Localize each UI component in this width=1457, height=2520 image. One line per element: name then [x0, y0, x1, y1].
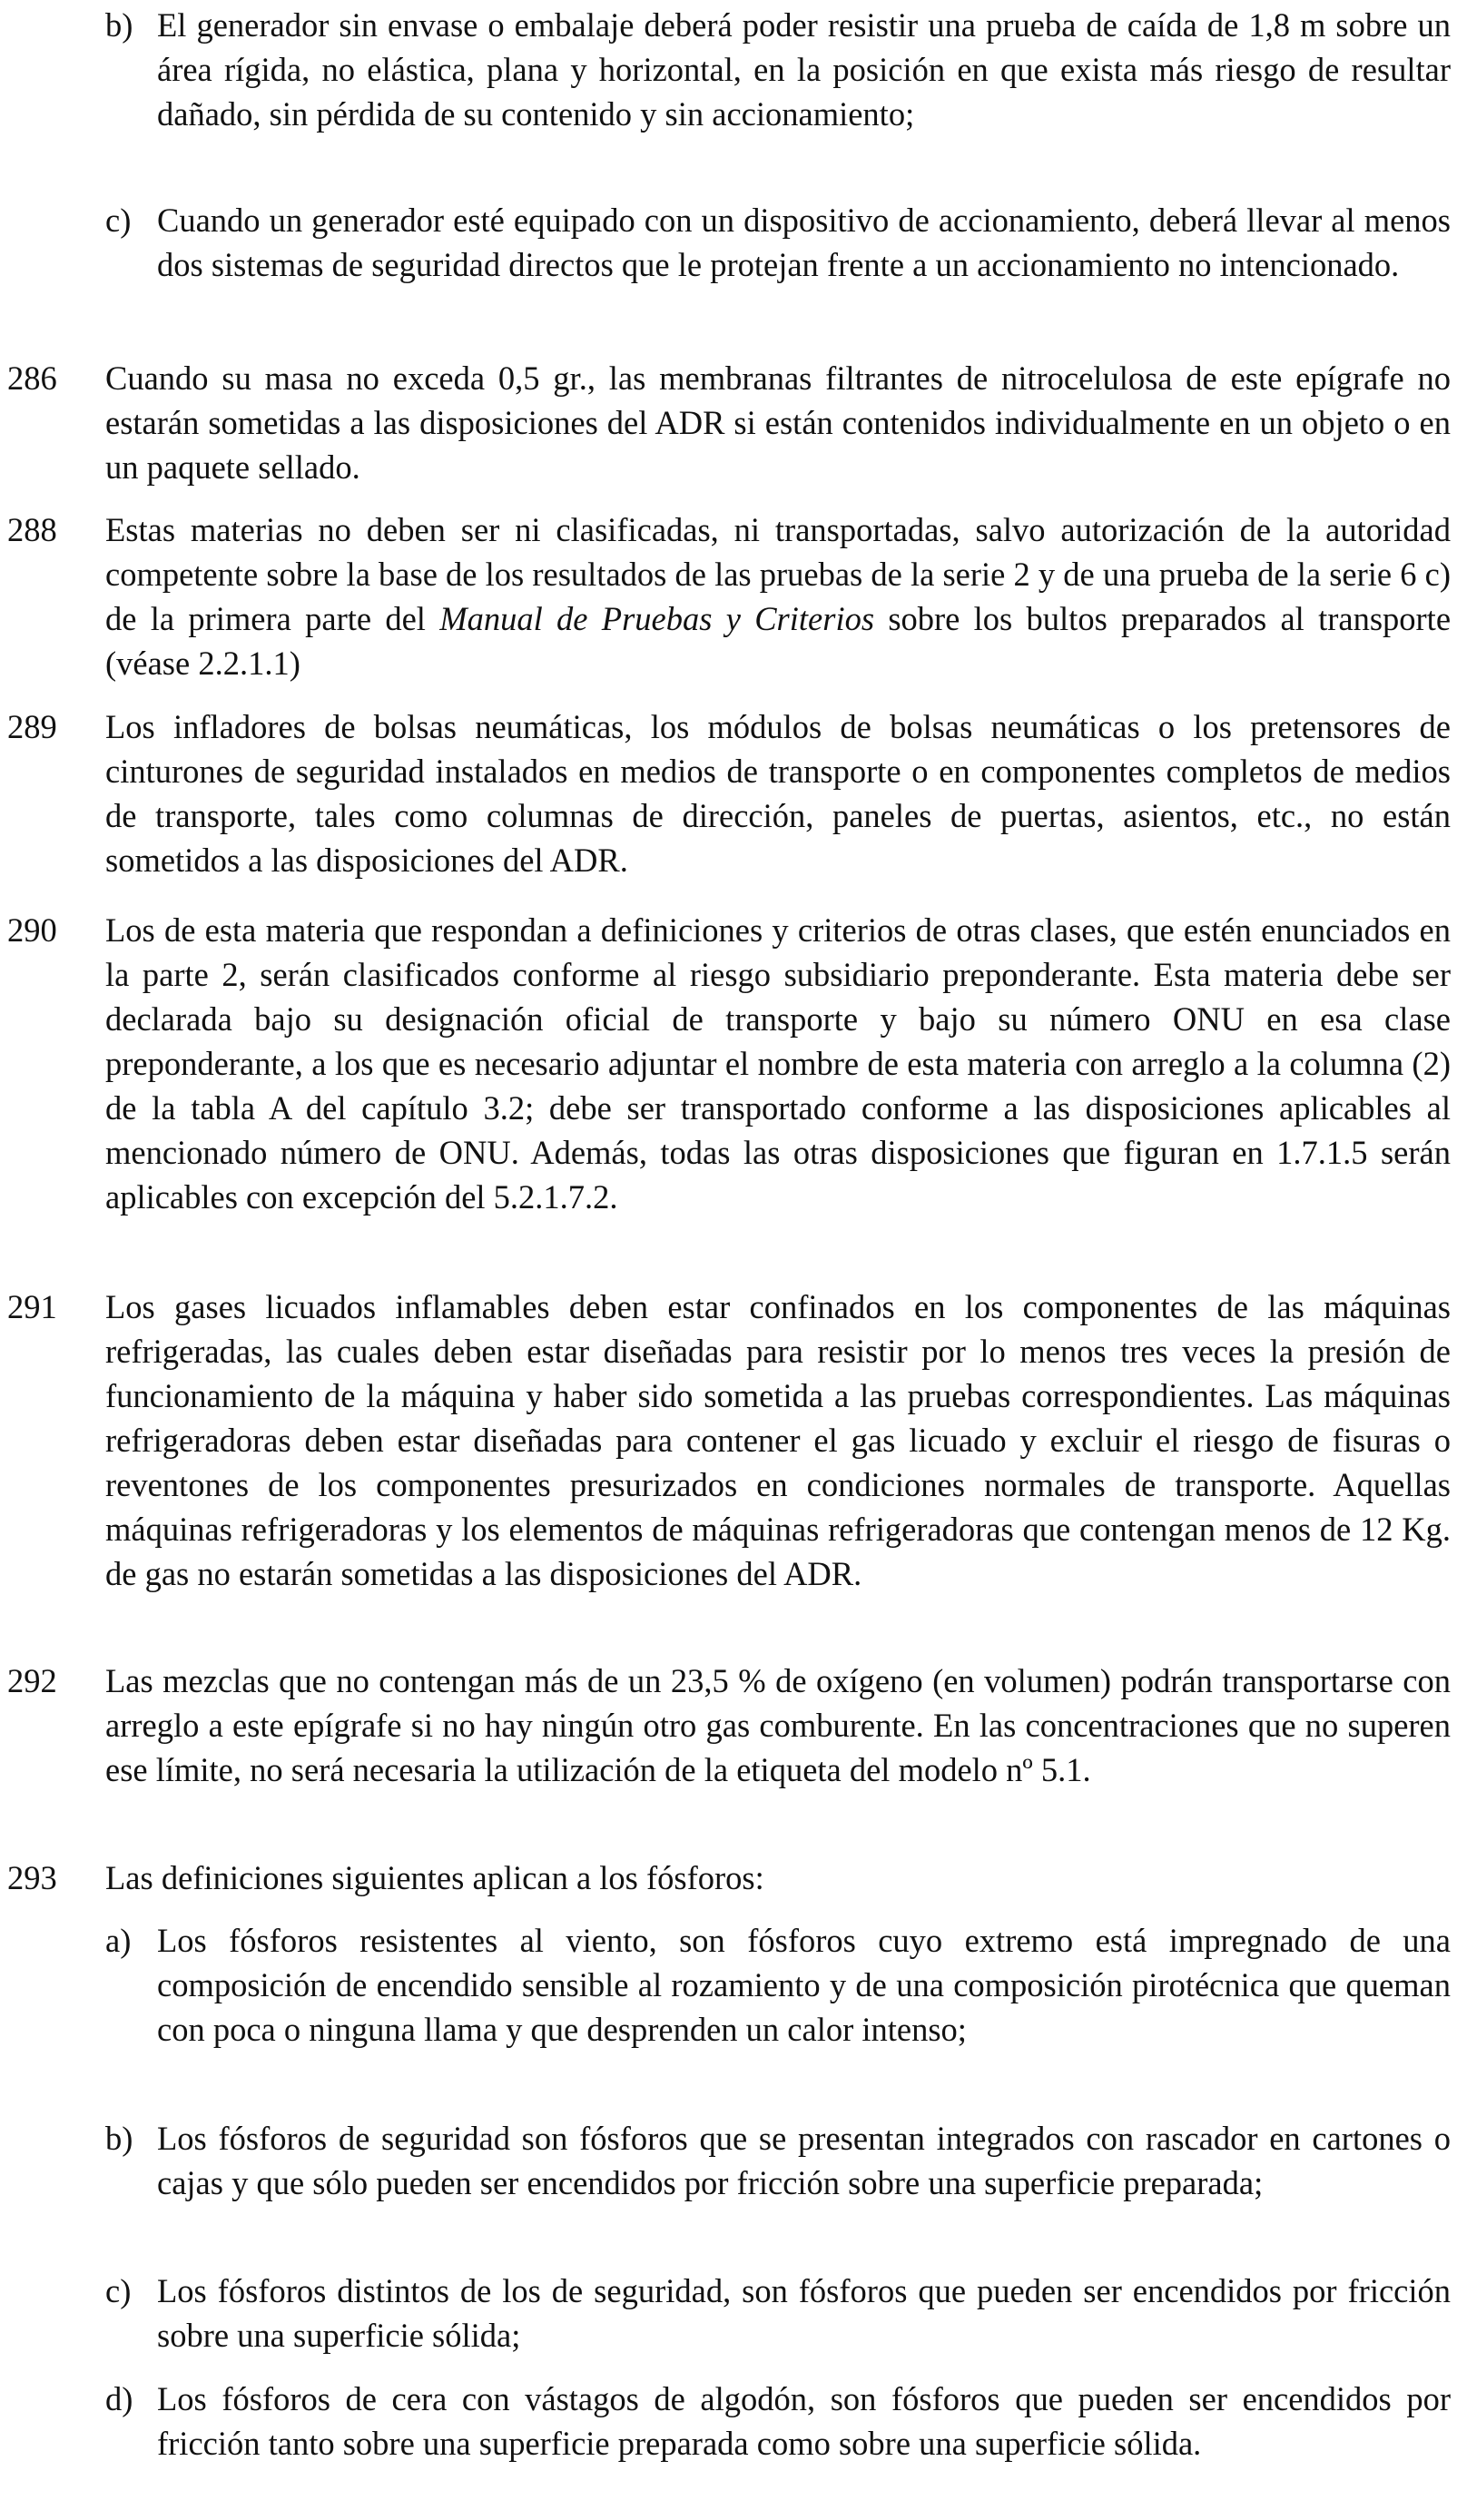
provision-text: Cuando su masa no exceda 0,5 gr., las membranas filtrantes de nitrocelulosa de este epígrafe no estarán sometidas a las disposiciones del ADR si están contenidos individualmente en un objeto o en un paquete sellado. — [105, 359, 1451, 486]
provision-text: Los gases licuados inflamables deben estar confinados en los componentes de las máquinas refrigeradas, las cuales deben estar diseñadas para resistir por lo menos tres veces la presión de funcionamiento de la máquina y haber sido sometida a las pruebas correspondientes. Las máquinas refrigeradoras deben estar diseñadas para contener el gas licuado y excluir el riesgo de fisuras o reventones de los componentes presurizados en condiciones normales de transporte. Aquellas máquinas refrigeradoras y los elementos de máquinas refrigeradoras que contengan menos de 12 Kg. de gas no estarán sometidas a las disposiciones del ADR. — [105, 1288, 1451, 1592]
provision-number: 291 — [7, 1288, 57, 1325]
provision-number: 292 — [7, 1662, 57, 1699]
provision-number: 293 — [7, 1859, 57, 1896]
item-letter: b) — [105, 6, 133, 44]
provision-text: Los infladores de bolsas neumáticas, los módulos de bolsas neumáticas o los pretensores de cinturones de seguridad instalados en medios de transporte o en componentes completos de medios de transporte, tales como columnas de dirección, paneles de puertas, asientos, etc., no están sometidos a las disposiciones del ADR. — [105, 708, 1451, 879]
provision-number: 289 — [7, 708, 57, 745]
manual-title-italic: Manual de Pruebas y Criterios — [439, 600, 875, 637]
provision-number: 288 — [7, 511, 57, 548]
provision-text-part-a: Estas materias no deben ser ni clasificadas, ni transportadas, salvo autorización de la autoridad competente sobre la base de los resultados de las pruebas de la serie 2 y de una prueba de la serie 6 c) de la primera parte del — [105, 511, 1451, 637]
item-text: Los fósforos de seguridad son fósforos que se presentan integrados con rascador en cartones o cajas y que sólo pueden ser encendidos por fricción sobre una superficie preparada; — [157, 2120, 1451, 2201]
provision-text: Las definiciones siguientes aplican a los fósforos: — [105, 1859, 764, 1896]
item-letter: c) — [105, 2272, 132, 2309]
item-text: Los fósforos de cera con vástagos de algodón, son fósforos que pueden ser encendidos por fricción tanto sobre una superficie preparada como sobre una superficie sólida. — [157, 2380, 1451, 2462]
item-text: El generador sin envase o embalaje deberá poder resistir una prueba de caída de 1,8 m sobre un área rígida, no elástica, plana y horizontal, en la posición en que exista más riesgo de resultar dañado, sin pérdida de su contenido y sin accionamiento; — [157, 6, 1451, 133]
provision-text-part-b: sobre los bultos preparados al transporte (véase 2.2.1.1) — [105, 600, 1452, 682]
provision-text — [105, 507, 1451, 685]
item-letter: d) — [105, 2380, 133, 2417]
item-letter: b) — [105, 2120, 133, 2157]
item-text: Los fósforos resistentes al viento, son fósforos cuyo extremo está impregnado de una composición de encendido sensible al rozamiento y de una composición pirotécnica que queman con poca o ninguna llama y que desprenden un calor intenso; — [157, 1922, 1451, 2048]
item-text: Cuando un generador esté equipado con un dispositivo de accionamiento, deberá llevar al menos dos sistemas de seguridad directos que le protejan frente a un accionamiento no intencionado. — [157, 202, 1451, 283]
item-letter: a) — [105, 1922, 132, 1959]
item-letter: c) — [105, 202, 132, 239]
provision-number: 290 — [7, 911, 57, 949]
provision-text: Los de esta materia que respondan a definiciones y criterios de otras clases, que estén enunciados en la parte 2, serán clasificados conforme al riesgo subsidiario preponderante. Esta materia debe ser declarada bajo su designación oficial de transporte y bajo su número ONU en esa clase preponderante, a los que es necesario adjuntar el nombre de esta materia con arreglo a la columna (2) de la tabla A del capítulo 3.2; debe ser transportado conforme a las disposiciones aplicables al mencionado número de ONU. Además, todas las otras disposiciones que figuran en 1.7.1.5 serán aplicables con excepción del 5.2.1.7.2. — [105, 911, 1451, 1216]
item-text: Los fósforos distintos de los de seguridad, son fósforos que pueden ser encendidos por fricción sobre una superficie sólida; — [157, 2272, 1451, 2354]
provision-number: 286 — [7, 359, 57, 397]
provision-text: Las mezclas que no contengan más de un 23,5 % de oxígeno (en volumen) podrán transportarse con arreglo a este epígrafe si no hay ningún otro gas comburente. En las concentraciones que no superen ese límite, no será necesaria la utilización de la etiqueta del modelo nº 5.1. — [105, 1662, 1451, 1788]
